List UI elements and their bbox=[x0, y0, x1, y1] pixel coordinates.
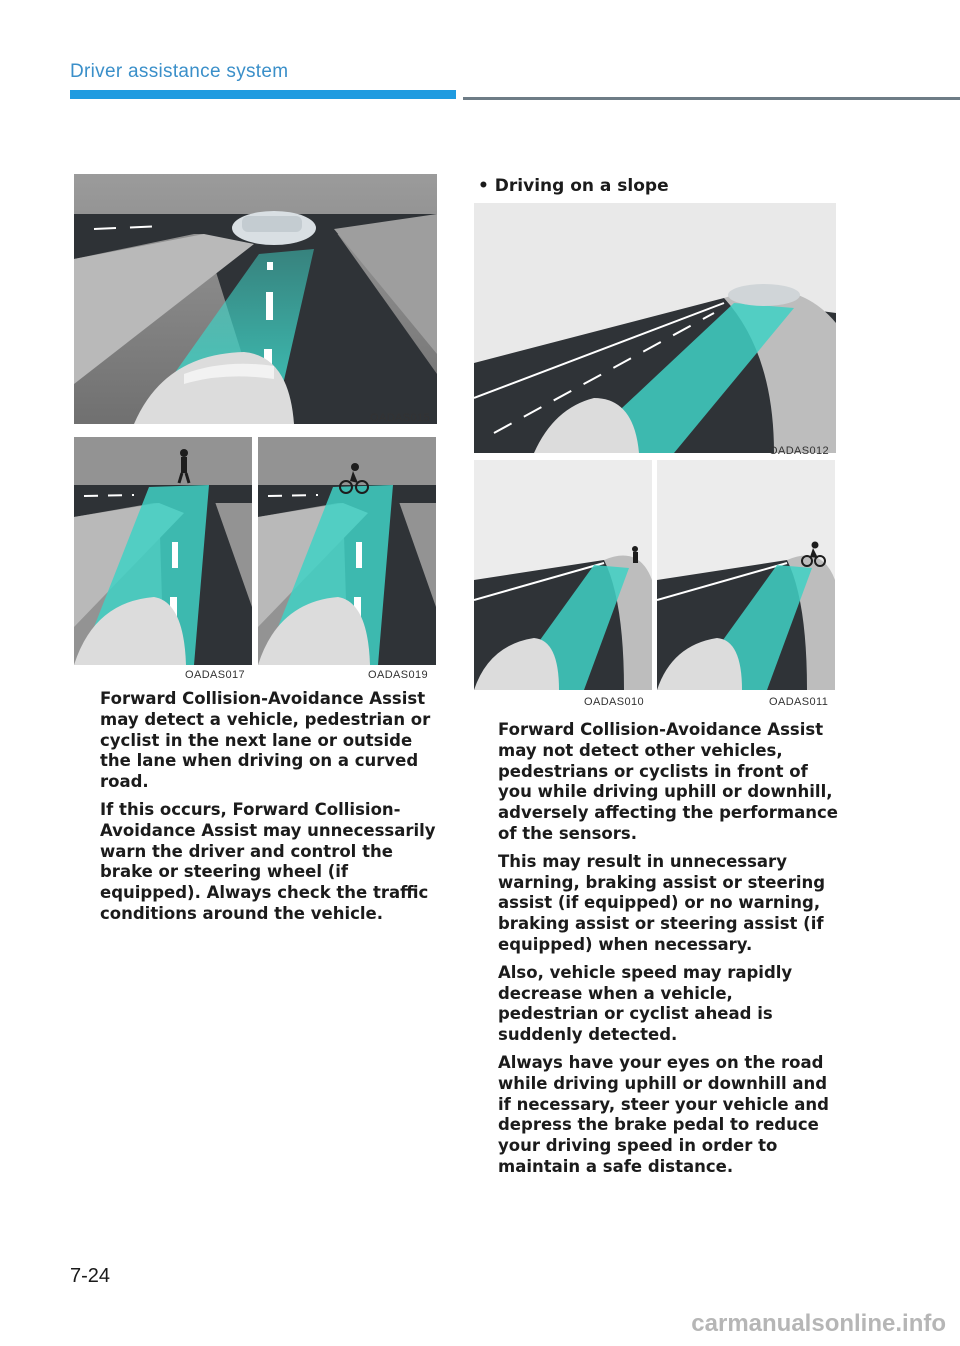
figure-code: OADAS019 bbox=[368, 669, 429, 681]
uphill-pedestrian-illustration bbox=[474, 460, 652, 690]
figure-code: OADAS010 bbox=[584, 696, 645, 708]
uphill-cyclist-illustration bbox=[657, 460, 835, 690]
figure-code: OADAS015 bbox=[370, 412, 431, 424]
curved-road-cyclist-illustration bbox=[258, 437, 436, 665]
watermark: carmanualsonline.info bbox=[691, 1310, 946, 1337]
right-body-text bbox=[498, 720, 838, 1185]
left-body-text bbox=[100, 689, 440, 932]
curved-road-pedestrian-illustration bbox=[74, 437, 252, 665]
bullet-heading bbox=[478, 176, 669, 196]
header-rule bbox=[463, 97, 960, 100]
paragraph: Also, vehicle speed may rapidly decrease when a vehicle, pedestrian or cyclist ahead is suddenly detected. bbox=[498, 962, 793, 1045]
header-accent-bar bbox=[70, 90, 456, 99]
bullet-dot: • bbox=[478, 176, 495, 196]
figure-code: OADAS012 bbox=[769, 445, 830, 457]
paragraph: Always have your eyes on the road while driving uphill or downhill and if necessary, steer your vehicle and depress the brake pedal to reduce your driving speed in order to maintain a safe distance. bbox=[498, 1052, 829, 1176]
paragraph: If this occurs, Forward Collision-Avoidance Assist may unnecessarily warn the driver and control the brake or steering wheel (if equipped). Always check the traffic conditions around the vehicle. bbox=[100, 799, 436, 923]
paragraph: Forward Collision-Avoidance Assist may detect a vehicle, pedestrian or cyclist in the next lane or outside the lane when driving on a curved road. bbox=[100, 689, 431, 792]
paragraph: This may result in unnecessary warning, braking assist or steering assist (if equipped) or no warning, braking assist or steering assist (if equipped) when necessary. bbox=[498, 851, 826, 954]
figure-code: OADAS011 bbox=[769, 696, 829, 708]
curved-road-vehicle-illustration bbox=[74, 174, 437, 424]
uphill-vehicle-illustration bbox=[474, 203, 836, 453]
bullet-heading-text: Driving on a slope bbox=[494, 176, 669, 196]
figure-code: OADAS017 bbox=[185, 669, 246, 681]
section-title: Driver assistance system bbox=[70, 61, 289, 82]
paragraph: Forward Collision-Avoidance Assist may not detect other vehicles, pedestrians or cyclists in front of you while driving uphill or downhill, adversely affecting the performance of the sensors. bbox=[498, 720, 838, 843]
page-number: 7-24 bbox=[70, 1265, 111, 1287]
